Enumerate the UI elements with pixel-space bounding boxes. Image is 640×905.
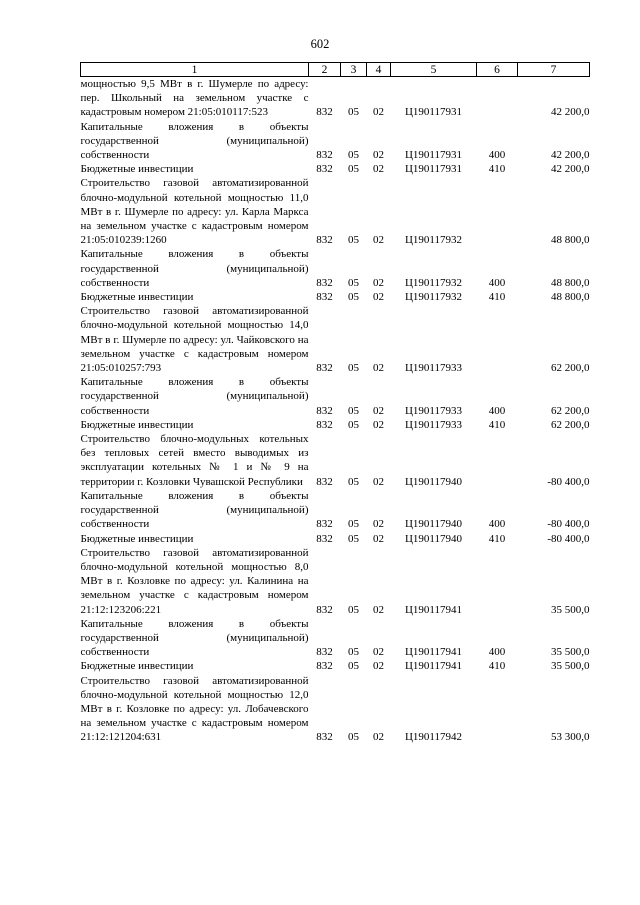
table-row	[81, 546, 590, 617]
row-description: мощностью 9,5 МВт в г. Шумерле по адресу: пер. Школьный на земельном участке с кадастровым номером 21:05:010117:523	[80, 78, 309, 119]
column-header: 7	[518, 63, 590, 77]
target-article-code: Ц190117932	[404, 234, 463, 247]
target-article-code: Ц190117933	[404, 404, 463, 417]
subsection-code: 02	[373, 149, 384, 162]
ministry-code: 832	[316, 418, 333, 431]
section-code: 05	[348, 106, 359, 119]
target-article-code: Ц190117940	[404, 532, 463, 545]
row-description: Строительство газовой автоматизированной блочно-модульной котельной мощностью 12,0 МВт в г. Козловке по адресу: ул. Лобачевского на земельном участке с кадастровым номером 21:12:121204:631	[80, 674, 309, 744]
page-number: 602	[310, 37, 330, 51]
subsection-code: 02	[373, 291, 384, 304]
column-header: 6	[477, 63, 518, 77]
subsection-code: 02	[373, 731, 384, 744]
expense-type-code: 400	[488, 149, 506, 162]
row-description: Строительство газовой автоматизированной блочно-модульной котельной мощностью 8,0 МВт в г. Козловке по адресу: ул. Калинина на земельном участке с кадастровым номером 21:12:123206:221	[80, 546, 309, 616]
target-article-code: Ц190117933	[404, 418, 463, 431]
ministry-code: 832	[316, 475, 333, 488]
expense-type-code	[477, 176, 518, 247]
subsection-code: 02	[373, 603, 384, 616]
section-code: 05	[348, 234, 359, 247]
target-article-code: Ц190117941	[404, 603, 463, 616]
expense-type-code	[477, 77, 518, 120]
table-row	[81, 489, 590, 532]
expense-type-code: 410	[488, 163, 506, 176]
expense-type-code: 400	[488, 404, 506, 417]
table-row	[81, 304, 590, 375]
amount: -80 400,0	[547, 518, 590, 531]
row-description: Капитальные вложения в объекты государственной (муниципальной) собственности	[80, 248, 309, 289]
section-code: 05	[348, 518, 359, 531]
column-header: 1	[81, 63, 309, 77]
ministry-code: 832	[316, 362, 333, 375]
amount: 48 800,0	[551, 291, 590, 304]
budget-table	[80, 62, 590, 745]
amount: 35 500,0	[551, 660, 590, 673]
subsection-code: 02	[373, 532, 384, 545]
amount: 35 500,0	[551, 646, 590, 659]
target-article-code: Ц190117941	[404, 646, 463, 659]
target-article-code: Ц190117940	[404, 475, 463, 488]
amount: 35 500,0	[551, 603, 590, 616]
target-article-code: Ц190117940	[404, 518, 463, 531]
column-number-header	[81, 63, 590, 77]
section-code: 05	[348, 603, 359, 616]
amount: 48 800,0	[551, 276, 590, 289]
target-article-code: Ц190117931	[404, 149, 463, 162]
expense-type-code	[477, 674, 518, 745]
expense-type-code: 410	[488, 418, 506, 431]
row-description: Бюджетные инвестиции	[80, 660, 194, 673]
expense-type-code	[477, 432, 518, 489]
section-code: 05	[348, 660, 359, 673]
amount: 62 200,0	[551, 418, 590, 431]
ministry-code: 832	[316, 532, 333, 545]
amount: 42 200,0	[551, 149, 590, 162]
column-header: 4	[367, 63, 391, 77]
target-article-code: Ц190117932	[404, 276, 463, 289]
table-row	[81, 375, 590, 418]
subsection-code: 02	[373, 475, 384, 488]
table-row	[81, 162, 590, 176]
section-code: 05	[348, 418, 359, 431]
ministry-code: 832	[316, 404, 333, 417]
table-row	[81, 77, 590, 120]
amount: 62 200,0	[551, 404, 590, 417]
ministry-code: 832	[316, 731, 333, 744]
table-row	[81, 674, 590, 745]
row-description: Строительство газовой автоматизированной блочно-модульной котельной мощностью 14,0 МВт в г. Шумерле по адресу: ул. Чайковского на земельном участке с кадастровым номером 21:05:010257:793	[80, 305, 309, 375]
expense-type-code	[477, 304, 518, 375]
table-row	[81, 432, 590, 489]
subsection-code: 02	[373, 418, 384, 431]
ministry-code: 832	[316, 106, 333, 119]
amount: -80 400,0	[547, 532, 590, 545]
table-row	[81, 247, 590, 290]
column-header: 3	[341, 63, 367, 77]
section-code: 05	[348, 731, 359, 744]
column-header: 2	[309, 63, 341, 77]
table-row	[81, 617, 590, 660]
ministry-code: 832	[316, 291, 333, 304]
row-description: Капитальные вложения в объекты государственной (муниципальной) собственности	[80, 489, 309, 531]
section-code: 05	[348, 362, 359, 375]
row-description: Бюджетные инвестиции	[80, 532, 194, 545]
row-description: Строительство блочно-модульных котельных без тепловых сетей вместо выводимых из эксплуатации котельных № 1 и № 9 на территории г. Козловки Чувашской Республики	[80, 433, 309, 488]
expense-type-code	[477, 546, 518, 617]
subsection-code: 02	[373, 660, 384, 673]
table-row	[81, 120, 590, 163]
section-code: 05	[348, 532, 359, 545]
ministry-code: 832	[316, 660, 333, 673]
ministry-code: 832	[316, 149, 333, 162]
expense-type-code: 410	[488, 660, 506, 673]
target-article-code: Ц190117931	[404, 163, 463, 176]
expense-type-code: 400	[488, 518, 506, 531]
table-row	[81, 659, 590, 673]
section-code: 05	[348, 404, 359, 417]
ministry-code: 832	[316, 603, 333, 616]
subsection-code: 02	[373, 518, 384, 531]
target-article-code: Ц190117931	[404, 106, 463, 119]
table-row	[81, 176, 590, 247]
subsection-code: 02	[373, 163, 384, 176]
section-code: 05	[348, 149, 359, 162]
row-description: Бюджетные инвестиции	[80, 418, 194, 431]
amount: 42 200,0	[551, 106, 590, 119]
subsection-code: 02	[373, 404, 384, 417]
expense-type-code: 410	[488, 532, 506, 545]
amount: 42 200,0	[551, 163, 590, 176]
row-description: Капитальные вложения в объекты государственной (муниципальной) собственности	[80, 376, 309, 417]
section-code: 05	[348, 475, 359, 488]
table-row	[81, 418, 590, 432]
ministry-code: 832	[316, 276, 333, 289]
expense-type-code: 410	[488, 291, 506, 304]
subsection-code: 02	[373, 106, 384, 119]
table-row	[81, 290, 590, 304]
row-description: Капитальные вложения в объекты государственной (муниципальной) собственности	[80, 617, 309, 659]
row-description: Бюджетные инвестиции	[80, 163, 194, 176]
subsection-code: 02	[373, 362, 384, 375]
ministry-code: 832	[316, 234, 333, 247]
ministry-code: 832	[316, 518, 333, 531]
section-code: 05	[348, 646, 359, 659]
target-article-code: Ц190117933	[404, 362, 463, 375]
target-article-code: Ц190117941	[404, 660, 463, 673]
row-description: Строительство газовой автоматизированной блочно-модульной котельной мощностью 11,0 МВт в г. Шумерле по адресу: ул. Карла Маркса на земельном участке с кадастровым номером 21:05:010239:1260	[80, 177, 309, 247]
column-header: 5	[391, 63, 477, 77]
amount: 62 200,0	[551, 362, 590, 375]
amount: 48 800,0	[551, 234, 590, 247]
subsection-code: 02	[373, 234, 384, 247]
ministry-code: 832	[316, 163, 333, 176]
target-article-code: Ц190117942	[404, 731, 463, 744]
ministry-code: 832	[316, 646, 333, 659]
row-description: Бюджетные инвестиции	[80, 291, 194, 304]
target-article-code: Ц190117932	[404, 291, 463, 304]
section-code: 05	[348, 163, 359, 176]
subsection-code: 02	[373, 646, 384, 659]
expense-type-code: 400	[488, 646, 506, 659]
expense-type-code: 400	[488, 276, 506, 289]
row-description: Капитальные вложения в объекты государственной (муниципальной) собственности	[80, 120, 309, 162]
section-code: 05	[348, 276, 359, 289]
table-row	[81, 532, 590, 546]
subsection-code: 02	[373, 276, 384, 289]
section-code: 05	[348, 291, 359, 304]
amount: 53 300,0	[551, 731, 590, 744]
amount: -80 400,0	[547, 475, 590, 488]
